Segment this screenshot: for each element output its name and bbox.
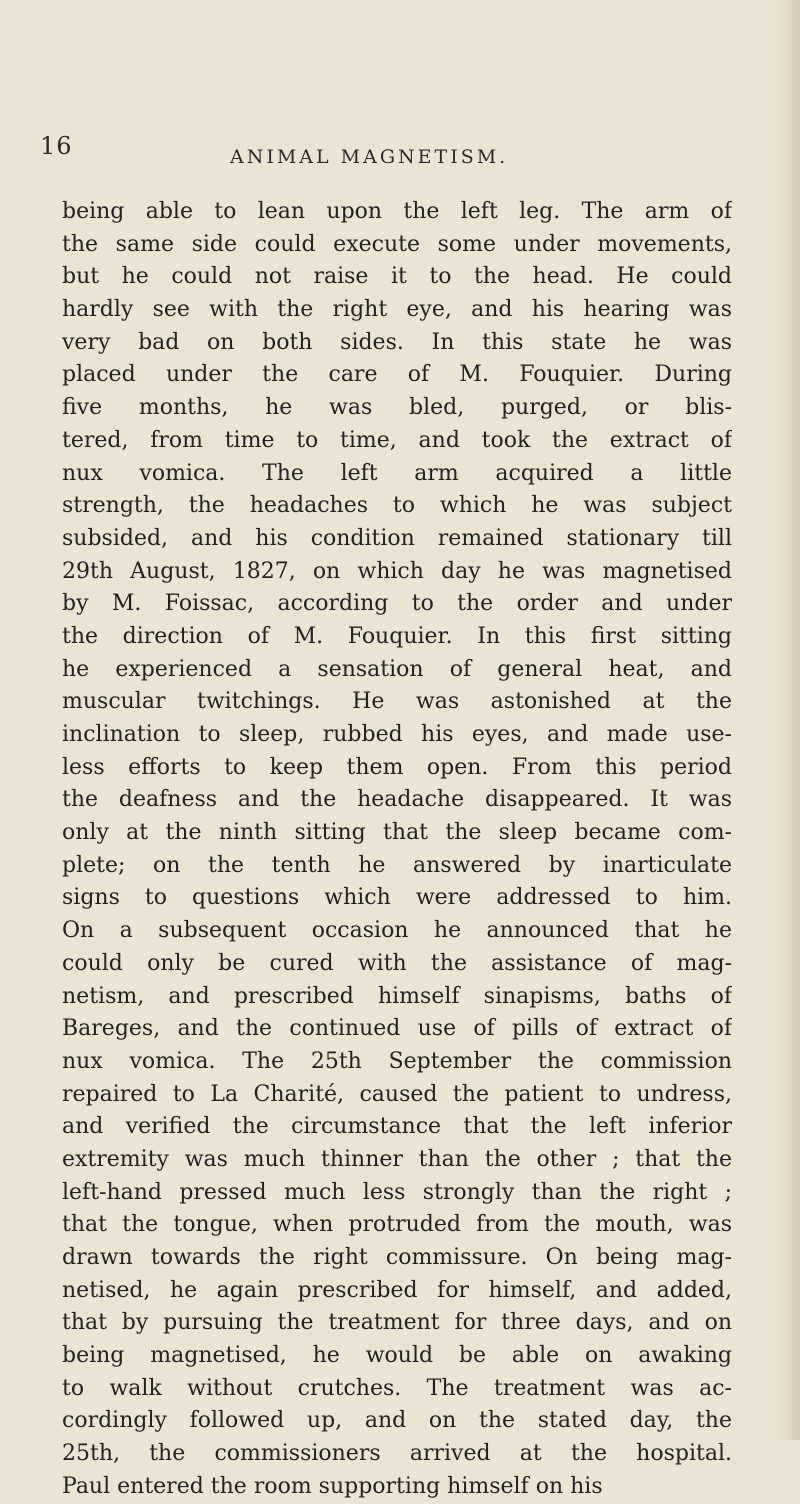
- text-line: five months, he was bled, purged, or blis-: [62, 395, 732, 421]
- text-line: repaired to La Charité, caused the patient to undress,: [62, 1081, 732, 1107]
- text-line: less efforts to keep them open. From this period: [62, 754, 732, 780]
- page-number: 16: [40, 132, 73, 160]
- text-line: being magnetised, he would be able on awaking: [62, 1343, 732, 1369]
- text-line: to walk without crutches. The treatment was ac-: [62, 1375, 732, 1401]
- text-line: only at the ninth sitting that the sleep became com-: [62, 820, 732, 846]
- text-line: by M. Foissac, according to the order and under: [62, 591, 732, 617]
- text-line: and verified the circumstance that the left inferior: [62, 1114, 732, 1140]
- text-line: that by pursuing the treatment for three days, and on: [62, 1310, 732, 1336]
- text-line: subsided, and his condition remained stationary till: [62, 525, 732, 551]
- text-line: extremity was much thinner than the other ; that the: [62, 1146, 732, 1172]
- page-edge-shadow: [776, 0, 800, 1440]
- text-line: left-hand pressed much less strongly than the right ;: [62, 1179, 732, 1205]
- text-line: 25th, the commissioners arrived at the hospital.: [62, 1441, 732, 1467]
- text-line: being able to lean upon the left leg. The arm of: [62, 199, 732, 224]
- text-line: 29th August, 1827, on which day he was magnetised: [62, 558, 732, 584]
- text-line: the same side could execute some under movements,: [62, 231, 732, 257]
- text-line: drawn towards the right commissure. On being mag-: [62, 1245, 732, 1270]
- text-line: placed under the care of M. Fouquier. During: [62, 362, 732, 388]
- text-line: tered, from time to time, and took the extract of: [62, 427, 732, 453]
- text-line: could only be cured with the assistance of mag-: [62, 950, 732, 976]
- text-line: signs to questions which were addressed to him.: [62, 885, 732, 911]
- text-line: cordingly followed up, and on the stated day, the: [62, 1408, 732, 1434]
- text-line: plete; on the tenth he answered by inarticulate: [62, 852, 732, 878]
- text-line: nux vomica. The left arm acquired a little: [62, 460, 732, 486]
- body-text: [62, 196, 732, 1504]
- text-line: netised, he again prescribed for himself, and added,: [62, 1277, 732, 1303]
- text-line: inclination to sleep, rubbed his eyes, and made use-: [62, 722, 732, 747]
- text-line: hardly see with the right eye, and his hearing was: [62, 297, 732, 323]
- text-line: Bareges, and the continued use of pills of extract of: [62, 1016, 732, 1042]
- text-line: but he could not raise it to the head. He could: [62, 264, 732, 290]
- text-line: On a subsequent occasion he announced that he: [62, 918, 732, 944]
- text-line: Paul entered the room supporting himself on his: [62, 1473, 603, 1499]
- text-line: netism, and prescribed himself sinapisms, baths of: [62, 983, 732, 1009]
- running-title: ANIMAL MAGNETISM.: [230, 146, 509, 168]
- text-line: the deafness and the headache disappeared. It was: [62, 787, 732, 813]
- text-line: nux vomica. The 25th September the commission: [62, 1048, 732, 1074]
- text-line: that the tongue, when protruded from the mouth, was: [62, 1212, 732, 1238]
- text-line: he experienced a sensation of general heat, and: [62, 656, 732, 682]
- text-line: the direction of M. Fouquier. In this first sitting: [62, 623, 732, 649]
- text-line: muscular twitchings. He was astonished at the: [62, 689, 732, 715]
- text-line: strength, the headaches to which he was subject: [62, 493, 732, 519]
- text-line: very bad on both sides. In this state he was: [62, 329, 732, 355]
